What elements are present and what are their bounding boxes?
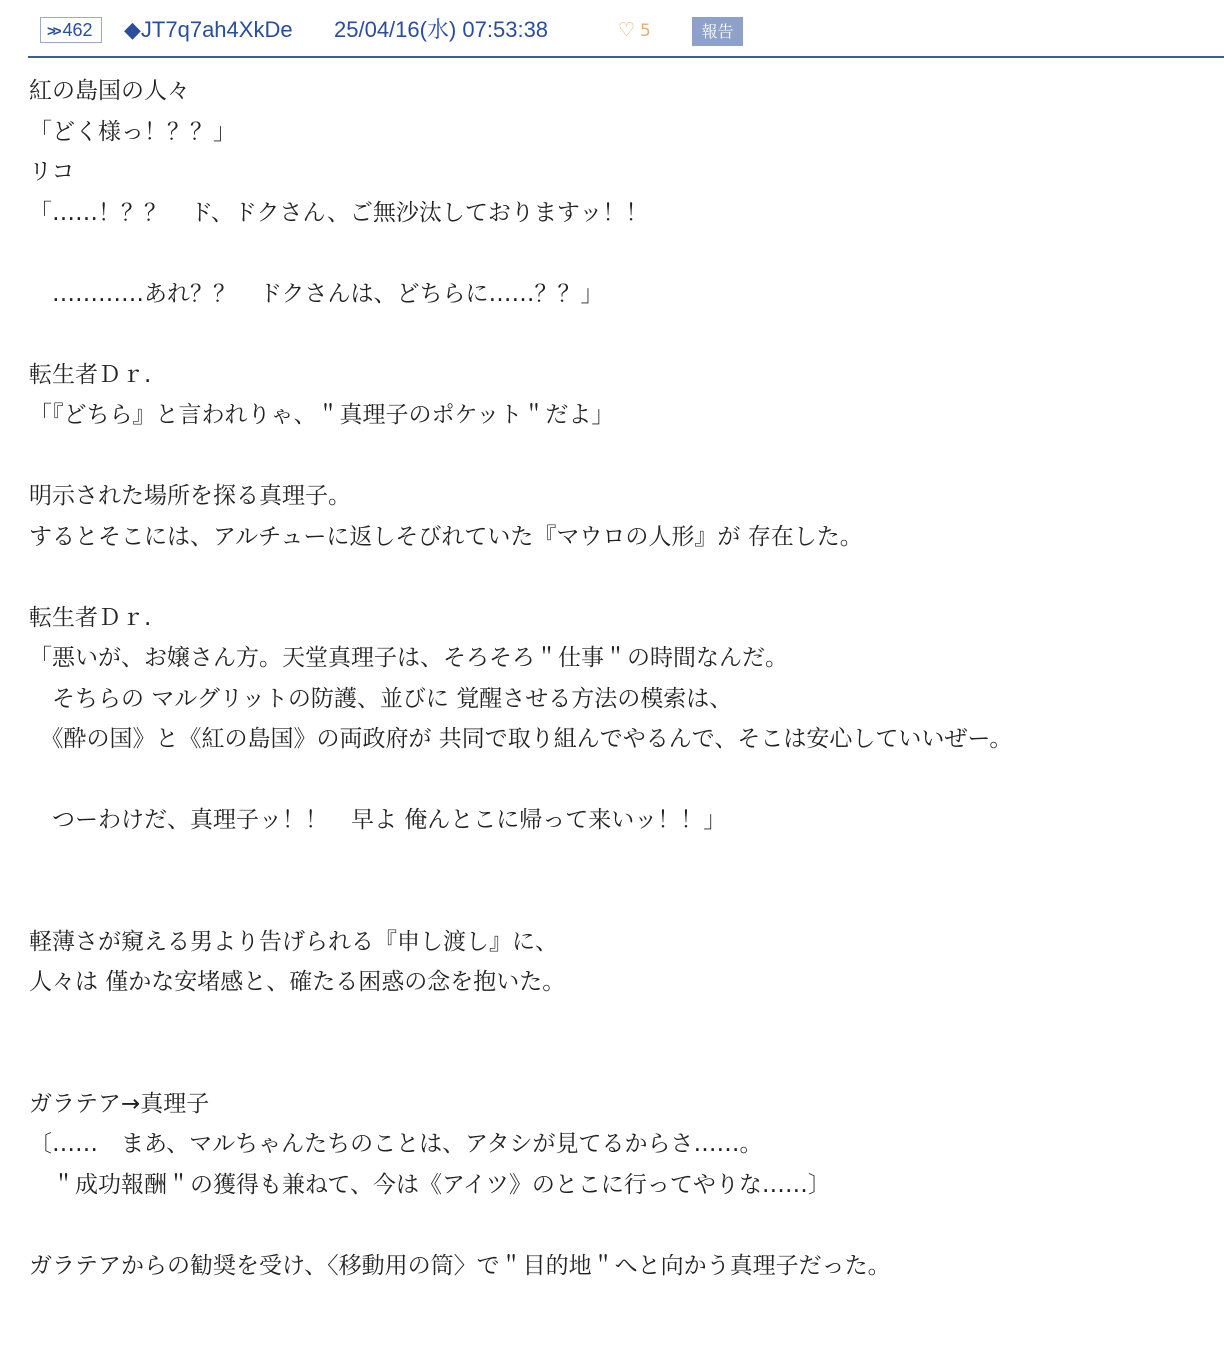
body-text-line: 明示された場所を探る真理子。 [29,483,351,509]
body-text-line: ガラテアからの勧奨を受け、〈移動用の筒〉で＂目的地＂へと向かう真理子だった。 [29,1252,891,1279]
body-text-line: 〔…… まあ、マルちゃんたちのことは、アタシが見てるからさ……。 [29,1131,763,1157]
body-text-line: …………あれ？？ ドクさんは、どちらに……？？」 [29,280,604,307]
blank-line [29,1205,1219,1246]
post-header [28,12,1224,58]
double-chevron-right-icon: >> [47,23,59,40]
post-timestamp: 25/04/16(水) 07:53:38 [334,17,549,42]
body-text-line: 「『どちら』と言われりゃ、＂真理子のポケット＂だよ」 [29,402,615,428]
body-text-line: リコ [29,159,75,185]
blank-line [29,881,1219,922]
blank-line [29,1003,1219,1044]
report-button[interactable]: 報告 [692,17,743,46]
blank-line [29,1043,1219,1084]
blank-line [29,557,1219,598]
like-count: 5 [640,21,651,41]
poster-id-link[interactable]: ◆JT7q7ah4XkDe [124,17,293,42]
body-text-line: 軽薄さが窺える男より告げられる『申し渡し』に、 [29,928,558,955]
blank-line [29,760,1219,801]
reply-number-link[interactable] [40,17,102,43]
body-text-line: 「悪いが、お嬢さん方。天堂真理子は、そろそろ＂仕事＂の時間なんだ。 [29,645,788,671]
blank-line [29,436,1219,477]
post-body [29,71,1219,1286]
heart-outline-icon: ♡ [618,19,636,41]
body-text-line: つーわけだ、真理子ッ！！ 早よ 俺んとこに帰って来いッ！！」 [29,807,727,833]
body-text-line: 転生者Ｄｒ. [29,604,152,631]
body-text-line: そちらの マルグリットの防護、並びに 覚醒させる方法の模索は、 [29,685,733,712]
body-text-line: 「どく様っ！？？」 [29,118,236,145]
body-text-line: 人々は 僅かな安堵感と、確たる困惑の念を抱いた。 [29,969,566,995]
body-text-line: ＂成功報酬＂の獲得も兼ねて、今は《アイツ》のとこに行ってやりな……〕 [29,1171,831,1198]
blank-line [29,314,1219,355]
like-button[interactable] [618,17,651,44]
blank-line [29,841,1219,882]
body-text-line: 《酔の国》と《紅の島国》の両政府が 共同で取り組んでやるんで、そこは安心していいぜー。 [29,726,1013,752]
body-text-line: 「……！？？ ド、ドクさん、ご無沙汰しておりますッ！！ [29,199,649,226]
body-text-line: ガラテア→真理子 [29,1090,210,1117]
post-number: 462 [62,20,93,40]
body-text-line: 転生者Ｄｒ. [29,361,152,388]
blank-line [29,233,1219,274]
body-text-line: 紅の島国の人々 [29,78,190,104]
body-text-line: するとそこには、アルチューに返しそびれていた『マウロの人形』が 存在した。 [29,523,863,550]
